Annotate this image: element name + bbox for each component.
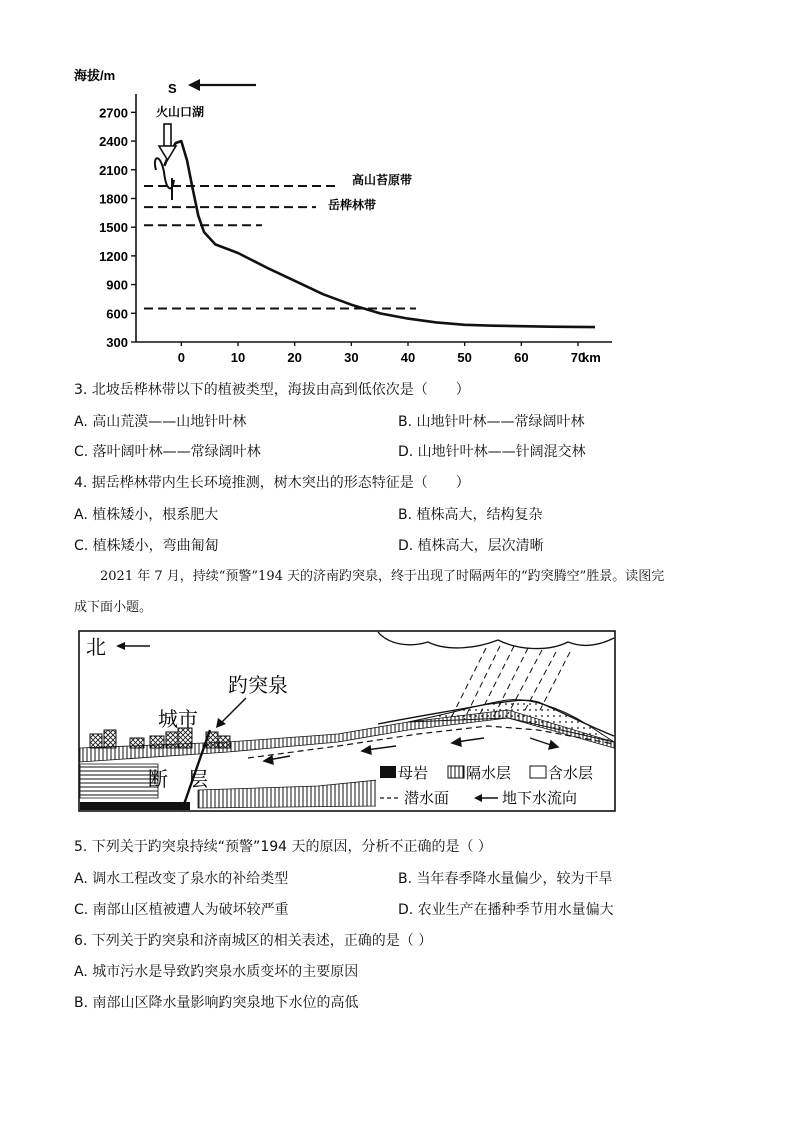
- north-label: 北: [86, 635, 106, 659]
- bedrock-layer: [80, 802, 190, 810]
- x-tick-label: 30: [344, 350, 359, 365]
- reference-line-label: 高山苔原带: [352, 173, 413, 188]
- intro-line-2: 成下面小题。: [74, 600, 153, 615]
- question-4-option-a[interactable]: A. 植株矮小，根系肥大: [74, 507, 219, 523]
- x-tick-label: 10: [230, 350, 246, 365]
- question-4-option-d[interactable]: D. 植株高大，层次清晰: [398, 538, 544, 554]
- x-tick-label: 20: [287, 350, 302, 365]
- question-4-option-b[interactable]: B. 植株高大，结构复杂: [398, 507, 543, 523]
- city-label: 城市: [158, 707, 198, 731]
- spring-label: 趵突泉: [228, 673, 288, 697]
- question-3-option-d[interactable]: D. 山地针叶林——针阔混交林: [398, 444, 586, 460]
- question-5-stem: 5. 下列关于趵突泉持续“预警”194 天的原因，分析不正确的是（ ）: [74, 839, 492, 855]
- question-4-stem: 4. 据岳桦林带内生长环境推测，树木突出的形态特征是（ ）: [74, 475, 470, 491]
- y-tick-label: 900: [106, 277, 128, 293]
- legend-bedrock: 母岩: [398, 764, 429, 782]
- question-6-option-a[interactable]: A. 城市污水是导致趵突泉水质变坏的主要原因: [74, 964, 359, 980]
- question-3-option-b[interactable]: B. 山地针叶林——常绿阔叶林: [398, 414, 585, 430]
- question-5-option-d[interactable]: D. 农业生产在播种季节用水量偏大: [398, 902, 614, 918]
- question-6-stem: 6. 下列关于趵突泉和济南城区的相关表述，正确的是（ ）: [74, 933, 433, 949]
- y-tick-label: 1200: [99, 248, 128, 264]
- legend-flow: 地下水流向: [502, 789, 578, 807]
- legend-water-table: 潜水面: [404, 789, 450, 807]
- crater-lake-label: 火山口湖: [156, 105, 205, 119]
- question-5-option-c[interactable]: C. 南部山区植被遭人为破坏较严重: [74, 902, 289, 918]
- y-tick-label: 1800: [99, 191, 128, 207]
- x-axis-label: km: [582, 350, 601, 365]
- legend-aquiclude: 隔水层: [466, 764, 512, 782]
- lower-left-strata: [80, 764, 158, 798]
- question-5-option-b[interactable]: B. 当年春季降水量偏少，较为干旱: [398, 871, 613, 887]
- x-tick-label: 60: [514, 350, 529, 365]
- x-tick-label: 0: [177, 350, 185, 365]
- crater-lake-arrow-icon: [159, 124, 176, 160]
- question-3-option-c[interactable]: C. 落叶阔叶林——常绿阔叶林: [74, 444, 261, 460]
- y-tick-label: 2400: [99, 134, 128, 150]
- y-tick-label: 600: [106, 306, 128, 322]
- direction-arrow-icon: [188, 79, 256, 91]
- direction-label: S: [168, 81, 177, 96]
- question-4-option-c[interactable]: C. 植株矮小，弯曲匍匐: [74, 538, 219, 554]
- question-6-option-b[interactable]: B. 南部山区降水量影响趵突泉地下水位的高低: [74, 995, 359, 1011]
- y-tick-label: 1500: [99, 220, 128, 236]
- y-tick-label: 2700: [99, 105, 128, 121]
- terrain-profile-line: [164, 141, 595, 327]
- question-3-stem: 3. 北坡岳桦林带以下的植被类型，海拔由高到低依次是（ ）: [74, 382, 470, 398]
- spring-cross-section-diagram: [78, 630, 616, 812]
- reference-line-label: 岳桦林带: [328, 198, 377, 213]
- legend-aquifer: 含水层: [548, 764, 594, 782]
- fault-label: 断 层: [148, 767, 208, 791]
- question-5-option-a[interactable]: A. 调水工程改变了泉水的补给类型: [74, 871, 289, 887]
- y-axis-label: 海拔/m: [74, 68, 116, 83]
- y-tick-label: 2100: [99, 162, 128, 178]
- y-tick-label: 300: [106, 335, 128, 350]
- intro-line-1: 2021 年 7 月，持续“预警”194 天的济南趵突泉，终于出现了时隔两年的“趵突腾空”胜景。读图完: [100, 569, 665, 584]
- x-tick-label: 50: [457, 350, 472, 365]
- x-tick-label: 70: [570, 350, 586, 365]
- x-tick-label: 40: [400, 350, 416, 365]
- legend: [376, 764, 612, 810]
- question-3-option-a[interactable]: A. 高山荒漠——山地针叶林: [74, 414, 247, 430]
- altitude-profile-chart: [60, 60, 620, 370]
